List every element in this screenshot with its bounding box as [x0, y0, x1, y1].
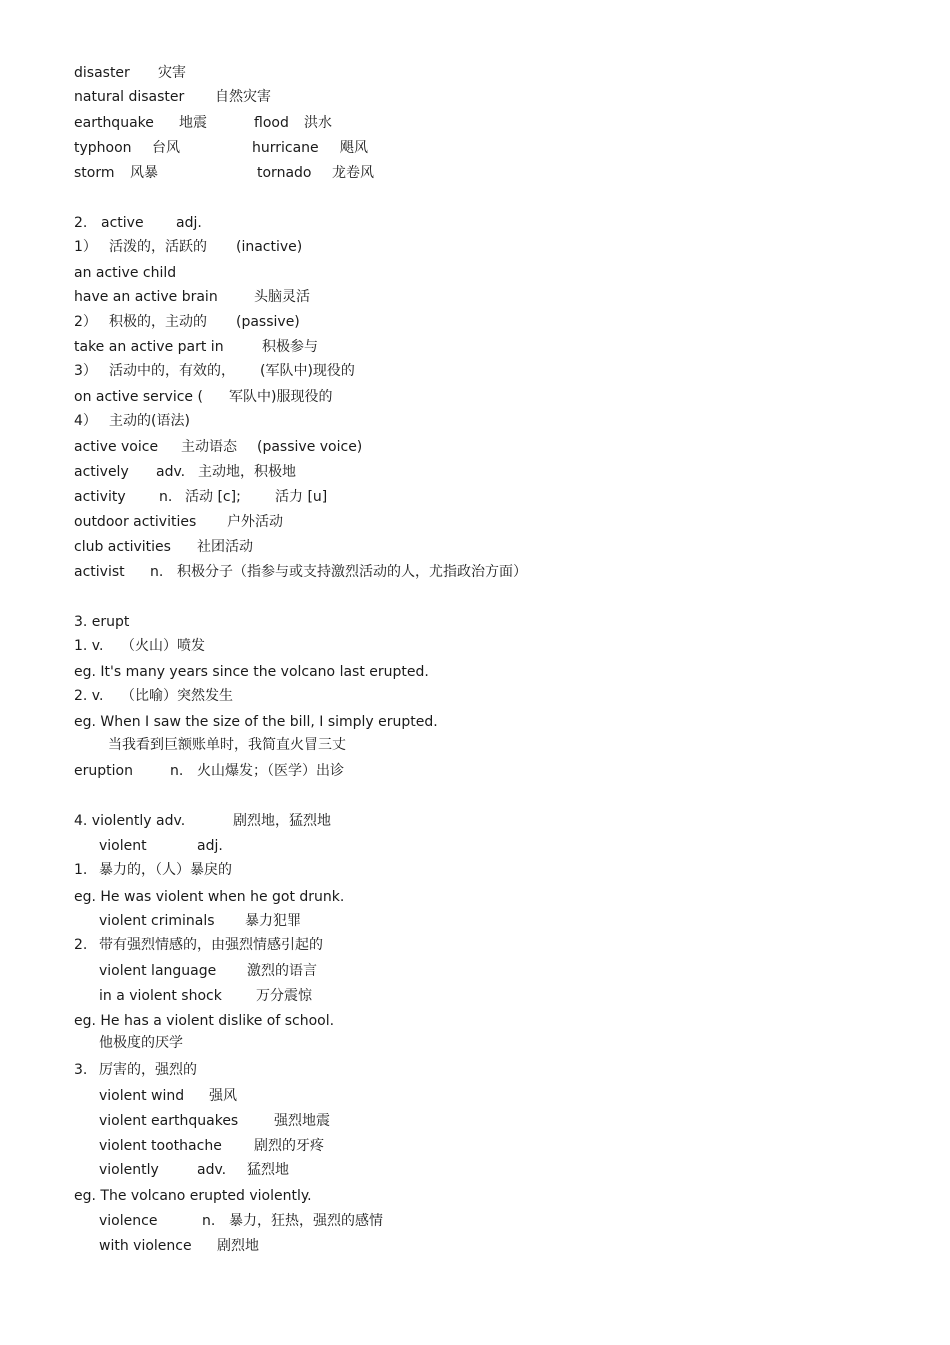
text-segment: 主动语态: [181, 439, 237, 455]
text-segment: violent: [99, 838, 147, 854]
text-segment: violently: [99, 1162, 159, 1178]
text-segment: eg. He has a violent dislike of school.: [74, 1013, 335, 1029]
text-segment: 当我看到巨额账单时，我简直火冒三丈: [108, 737, 346, 753]
text-segment: n.: [202, 1213, 216, 1229]
text-segment: 飓风: [340, 140, 368, 156]
text-segment: 1.: [74, 862, 88, 878]
text-segment: n.: [170, 763, 184, 779]
text-segment: 灾害: [158, 65, 186, 81]
text-segment: eg. When I saw the size of the bill, I simply erupted.: [74, 714, 438, 730]
text-segment: （火山）喷发: [121, 638, 205, 654]
text-segment: 强烈地震: [274, 1113, 330, 1129]
text-segment: 暴力犯罪: [245, 913, 301, 929]
text-segment: 积极分子（指参与或支持激烈活动的人，尤指政治方面）: [177, 564, 527, 580]
text-segment: 1）: [74, 239, 97, 255]
text-segment: 2）: [74, 314, 97, 330]
text-segment: 活动中的，有效的，: [109, 363, 235, 379]
text-segment: 火山爆发；（医学）出诊: [197, 763, 344, 779]
text-segment: outdoor activities: [74, 514, 197, 530]
text-segment: violent earthquakes: [99, 1113, 239, 1129]
text-segment: (军队中)现役的: [260, 363, 355, 379]
text-segment: violent criminals: [99, 913, 215, 929]
text-segment: adv.: [156, 464, 186, 480]
text-segment: n.: [150, 564, 164, 580]
text-segment: eg. The volcano erupted violently.: [74, 1188, 312, 1204]
text-segment: hurricane: [252, 140, 319, 156]
text-segment: violent wind: [99, 1088, 185, 1104]
text-segment: 积极参与: [262, 339, 318, 355]
text-segment: activist: [74, 564, 125, 580]
text-segment: n.: [159, 489, 173, 505]
text-segment: violent toothache: [99, 1138, 222, 1154]
text-segment: adj.: [197, 838, 223, 854]
text-segment: 厉害的，强烈的: [99, 1062, 197, 1078]
text-segment: 3）: [74, 363, 97, 379]
text-segment: 军队中)服现役的: [229, 389, 333, 405]
text-segment: earthquake: [74, 115, 154, 131]
text-segment: 活泼的，活跃的: [109, 239, 207, 255]
text-segment: 强风: [209, 1088, 237, 1104]
text-segment: 2. v.: [74, 688, 104, 704]
text-segment: 积极的，主动的: [109, 314, 207, 330]
text-segment: 暴力，狂热，强烈的感情: [229, 1213, 383, 1229]
text-segment: disaster: [74, 65, 130, 81]
text-segment: 主动地，积极地: [198, 464, 296, 480]
text-segment: （比喻）突然发生: [121, 688, 233, 704]
text-segment: flood: [254, 115, 289, 131]
text-segment: adv.: [197, 1162, 227, 1178]
text-segment: 剧烈的牙疼: [254, 1138, 324, 1154]
text-segment: 自然灾害: [215, 89, 271, 105]
text-segment: 4. violently adv.: [74, 813, 186, 829]
text-segment: eg. It's many years since the volcano last erupted.: [74, 664, 429, 680]
text-segment: 2.: [74, 215, 88, 231]
text-segment: activity: [74, 489, 126, 505]
text-segment: violent language: [99, 963, 217, 979]
text-segment: 洪水: [304, 115, 332, 131]
text-segment: 台风: [152, 140, 180, 156]
text-segment: 头脑灵活: [254, 289, 310, 305]
text-segment: take an active part in: [74, 339, 224, 355]
text-segment: with violence: [99, 1238, 192, 1254]
text-segment: 带有强烈情感的，由强烈情感引起的: [99, 937, 323, 953]
text-segment: (inactive): [236, 239, 303, 255]
text-segment: 龙卷风: [332, 165, 374, 181]
text-segment: 万分震惊: [256, 988, 312, 1004]
text-segment: storm: [74, 165, 115, 181]
text-segment: tornado: [257, 165, 312, 181]
text-segment: eruption: [74, 763, 133, 779]
text-segment: 3. erupt: [74, 614, 130, 630]
text-segment: 1. v.: [74, 638, 104, 654]
text-segment: 户外活动: [227, 514, 283, 530]
text-segment: 猛烈地: [247, 1162, 289, 1178]
text-segment: 剧烈地: [217, 1238, 259, 1254]
text-segment: active voice: [74, 439, 159, 455]
text-segment: active: [101, 215, 144, 231]
text-segment: 活动 [c];: [185, 489, 241, 505]
text-segment: 3.: [74, 1062, 88, 1078]
text-segment: 2.: [74, 937, 88, 953]
text-segment: violence: [99, 1213, 158, 1229]
text-segment: have an active brain: [74, 289, 218, 305]
text-segment: 激烈的语言: [247, 963, 317, 979]
text-segment: 地震: [179, 115, 207, 131]
text-segment: 剧烈地，猛烈地: [233, 813, 331, 829]
text-segment: an active child: [74, 265, 177, 281]
text-segment: adj.: [176, 215, 202, 231]
text-segment: 主动的(语法): [109, 413, 190, 429]
text-segment: 风暴: [130, 165, 158, 181]
text-segment: (passive): [236, 314, 300, 330]
text-segment: on active service (: [74, 389, 203, 405]
text-segment: 社团活动: [197, 539, 253, 555]
text-segment: eg. He was violent when he got drunk.: [74, 889, 345, 905]
text-segment: typhoon: [74, 140, 132, 156]
text-segment: (passive voice): [257, 439, 363, 455]
text-segment: club activities: [74, 539, 171, 555]
text-segment: actively: [74, 464, 129, 480]
text-segment: 活力 [u]: [275, 489, 328, 505]
text-segment: in a violent shock: [99, 988, 222, 1004]
text-segment: natural disaster: [74, 89, 185, 105]
text-segment: 他极度的厌学: [99, 1035, 183, 1051]
text-segment: 暴力的，（人）暴戾的: [99, 862, 232, 878]
text-segment: 4）: [74, 413, 97, 429]
